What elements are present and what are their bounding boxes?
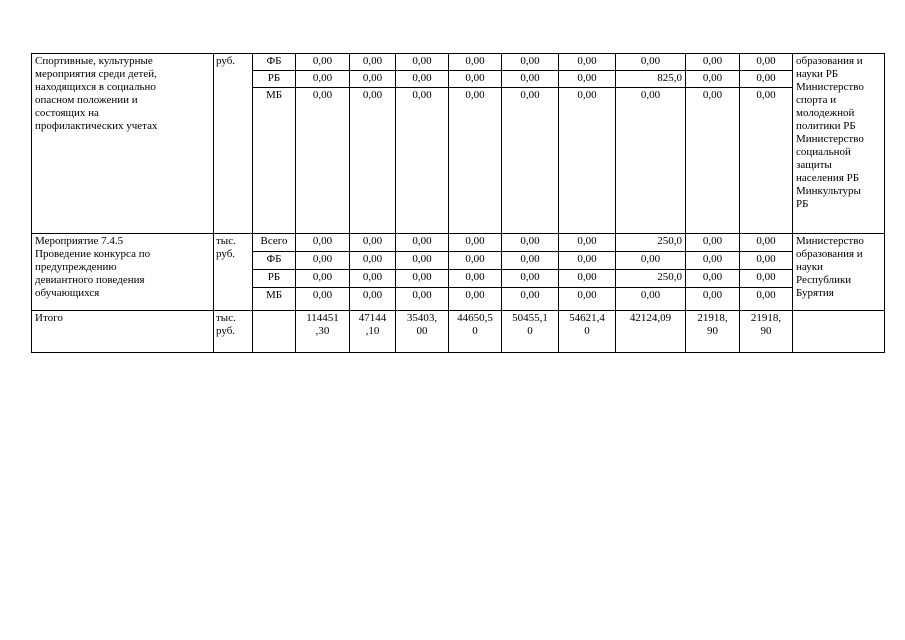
- total-value: 54621,4 0: [559, 311, 616, 353]
- value-cell: 0,00: [449, 270, 502, 288]
- funding-source: ФБ: [253, 252, 296, 270]
- value-cell: 0,00: [350, 288, 396, 311]
- value-cell: 0,00: [350, 88, 396, 234]
- value-cell: 0,00: [449, 234, 502, 252]
- value-cell: 250,0: [616, 234, 686, 252]
- value-cell: 0,00: [616, 288, 686, 311]
- value-cell: 0,00: [396, 252, 449, 270]
- total-value: 44650,5 0: [449, 311, 502, 353]
- value-cell: 825,0: [616, 71, 686, 88]
- value-cell: 0,00: [449, 54, 502, 71]
- value-cell: 0,00: [396, 54, 449, 71]
- value-cell: 0,00: [350, 252, 396, 270]
- value-cell: 0,00: [740, 270, 793, 288]
- value-cell: 0,00: [740, 54, 793, 71]
- funding-source-empty: [253, 311, 296, 353]
- value-cell: 0,00: [396, 71, 449, 88]
- value-cell: 0,00: [296, 88, 350, 234]
- value-cell: 0,00: [740, 234, 793, 252]
- executor-cell: Министерство образования и науки Республики Бурятия: [793, 234, 885, 311]
- value-cell: 0,00: [449, 88, 502, 234]
- value-cell: 0,00: [559, 54, 616, 71]
- value-cell: 0,00: [296, 270, 350, 288]
- value-cell: 0,00: [350, 54, 396, 71]
- value-cell: 0,00: [396, 270, 449, 288]
- value-cell: 0,00: [396, 288, 449, 311]
- funding-source: РБ: [253, 270, 296, 288]
- value-cell: 0,00: [449, 71, 502, 88]
- value-cell: 0,00: [686, 252, 740, 270]
- unit-cell: тыс. руб.: [214, 311, 253, 353]
- value-cell: 0,00: [740, 252, 793, 270]
- value-cell: 0,00: [502, 234, 559, 252]
- funding-source: ФБ: [253, 54, 296, 71]
- funding-source: РБ: [253, 71, 296, 88]
- total-value: 47144 ,10: [350, 311, 396, 353]
- unit-cell: руб.: [214, 54, 253, 234]
- value-cell: 0,00: [296, 234, 350, 252]
- funding-source: Всего: [253, 234, 296, 252]
- activity-name-sports: Спортивные, культурные мероприятия среди детей, находящихся в социально опасном положении и состоящих на профилактических учетах: [32, 54, 214, 234]
- value-cell: 0,00: [686, 270, 740, 288]
- value-cell: 0,00: [616, 54, 686, 71]
- value-cell: 0,00: [559, 270, 616, 288]
- unit-cell: тыс. руб.: [214, 234, 253, 311]
- value-cell: 0,00: [740, 88, 793, 234]
- funding-source: МБ: [253, 288, 296, 311]
- value-cell: 0,00: [686, 288, 740, 311]
- value-cell: 0,00: [559, 71, 616, 88]
- value-cell: 0,00: [502, 71, 559, 88]
- value-cell: 0,00: [740, 288, 793, 311]
- value-cell: 0,00: [686, 88, 740, 234]
- value-cell: 0,00: [502, 88, 559, 234]
- value-cell: 0,00: [296, 288, 350, 311]
- total-label: Итого: [32, 311, 214, 353]
- executor-cell: образования и науки РБ Министерство спорта и молодежной политики РБ Министерство социальной защиты населения РБ Минкультуры РБ: [793, 54, 885, 234]
- value-cell: 0,00: [502, 270, 559, 288]
- total-value: 21918, 90: [740, 311, 793, 353]
- value-cell: 0,00: [502, 288, 559, 311]
- value-cell: 0,00: [559, 288, 616, 311]
- value-cell: 0,00: [296, 252, 350, 270]
- value-cell: 0,00: [616, 88, 686, 234]
- value-cell: 0,00: [449, 288, 502, 311]
- value-cell: 0,00: [296, 71, 350, 88]
- value-cell: 0,00: [740, 71, 793, 88]
- value-cell: 0,00: [350, 234, 396, 252]
- total-value: 35403, 00: [396, 311, 449, 353]
- value-cell: 0,00: [449, 252, 502, 270]
- value-cell: 0,00: [502, 252, 559, 270]
- executor-cell-empty: [793, 311, 885, 353]
- total-value: 114451 ,30: [296, 311, 350, 353]
- value-cell: 0,00: [559, 234, 616, 252]
- value-cell: 0,00: [686, 54, 740, 71]
- value-cell: 0,00: [559, 88, 616, 234]
- value-cell: 0,00: [686, 234, 740, 252]
- value-cell: 0,00: [350, 270, 396, 288]
- total-value: 42124,09: [616, 311, 686, 353]
- value-cell: 0,00: [396, 88, 449, 234]
- budget-table: [31, 53, 885, 353]
- value-cell: 0,00: [686, 71, 740, 88]
- total-value: 50455,1 0: [502, 311, 559, 353]
- value-cell: 250,0: [616, 270, 686, 288]
- total-value: 21918, 90: [686, 311, 740, 353]
- value-cell: 0,00: [559, 252, 616, 270]
- activity-name-contest: Мероприятие 7.4.5 Проведение конкурса по предупреждению девиантного поведения обучающихся: [32, 234, 214, 311]
- value-cell: 0,00: [350, 71, 396, 88]
- value-cell: 0,00: [616, 252, 686, 270]
- funding-source: МБ: [253, 88, 296, 234]
- value-cell: 0,00: [396, 234, 449, 252]
- value-cell: 0,00: [296, 54, 350, 71]
- value-cell: 0,00: [502, 54, 559, 71]
